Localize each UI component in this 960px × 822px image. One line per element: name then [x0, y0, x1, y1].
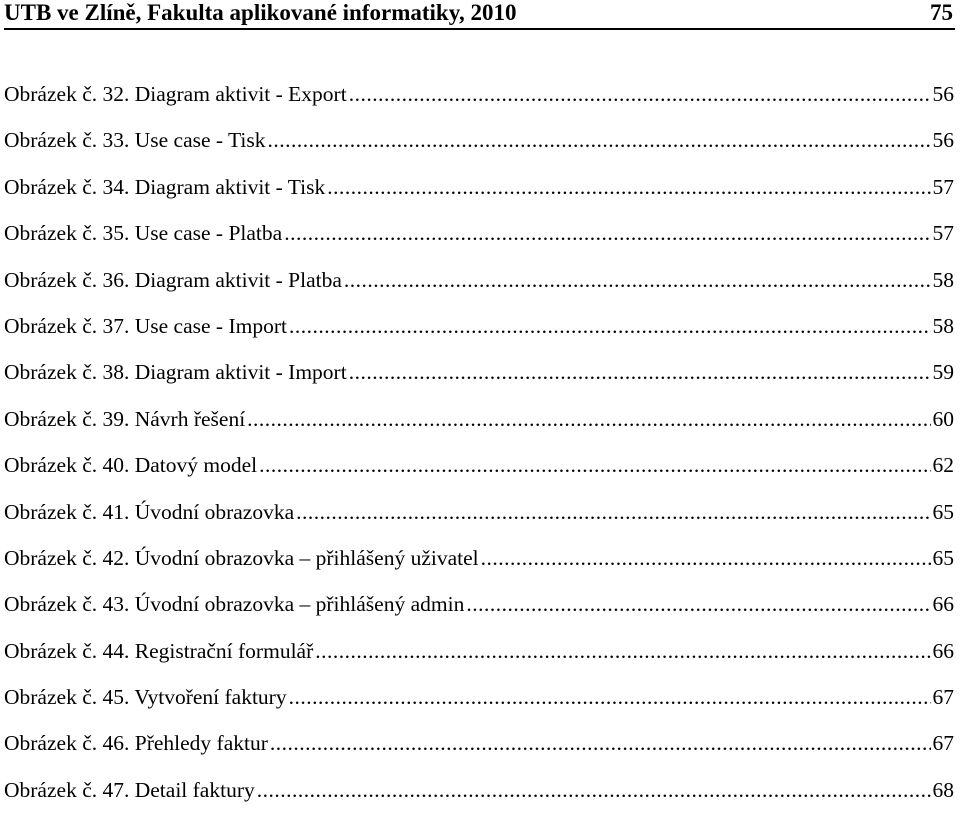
- figure-title: Obrázek č. 40. Datový model: [4, 453, 258, 478]
- figure-title: Obrázek č. 36. Diagram aktivit - Platba: [4, 267, 342, 292]
- figure-title: Obrázek č. 46. Přehledy faktur: [4, 731, 268, 756]
- figure-entry[interactable]: [4, 683, 954, 729]
- figure-entry[interactable]: [4, 451, 954, 497]
- figure-title: Obrázek č. 38. Diagram aktivit - Import: [4, 360, 347, 385]
- figure-page-number: 56: [932, 128, 954, 153]
- dot-leader: [296, 498, 930, 526]
- figure-entry[interactable]: [4, 80, 954, 126]
- figure-page-number: 56: [932, 82, 954, 106]
- figure-entry[interactable]: [4, 266, 954, 312]
- header-page-number: 75: [930, 0, 953, 25]
- dot-leader: [349, 80, 931, 108]
- dot-leader: [268, 126, 931, 154]
- figure-page-number: 57: [932, 174, 954, 199]
- figure-entry[interactable]: [4, 173, 954, 219]
- figure-title: Obrázek č. 37. Use case - Import: [4, 313, 287, 338]
- figure-entry[interactable]: [4, 590, 954, 636]
- list-of-figures: [4, 80, 954, 822]
- figure-page-number: 57: [932, 221, 954, 246]
- figure-title: Obrázek č. 42. Úvodní obrazovka – přihlášený uživatel: [4, 545, 479, 570]
- dot-leader: [284, 219, 930, 247]
- figure-title: Obrázek č. 47. Detail faktury: [4, 777, 255, 802]
- figure-entry[interactable]: [4, 729, 954, 775]
- figure-entry[interactable]: [4, 637, 954, 683]
- dot-leader: [466, 590, 930, 618]
- figure-title: Obrázek č. 32. Diagram aktivit - Export: [4, 82, 347, 106]
- figure-title: Obrázek č. 33. Use case - Tisk: [4, 128, 266, 153]
- figure-title: Obrázek č. 34. Diagram aktivit - Tisk: [4, 174, 326, 199]
- figure-title: Obrázek č. 35. Use case - Platba: [4, 221, 283, 246]
- figure-entry[interactable]: [4, 126, 954, 172]
- figure-entry[interactable]: [4, 498, 954, 544]
- figure-entry[interactable]: [4, 219, 954, 265]
- dot-leader: [349, 358, 931, 386]
- figure-entry[interactable]: [4, 358, 954, 404]
- figure-page-number: 59: [932, 360, 954, 385]
- figure-title: Obrázek č. 44. Registrační formulář: [4, 638, 314, 663]
- figure-page-number: 58: [932, 267, 954, 292]
- figure-entry[interactable]: [4, 776, 954, 822]
- figure-title: Obrázek č. 41. Úvodní obrazovka: [4, 499, 295, 524]
- figure-title: Obrázek č. 45. Vytvoření faktury: [4, 685, 287, 710]
- dot-leader: [344, 266, 931, 294]
- dot-leader: [327, 173, 930, 201]
- dot-leader: [257, 776, 931, 804]
- dot-leader: [247, 405, 930, 433]
- figure-entry[interactable]: [4, 312, 954, 358]
- figure-page-number: 66: [932, 638, 954, 663]
- figure-title: Obrázek č. 39. Návrh řešení: [4, 406, 246, 431]
- figure-entry[interactable]: [4, 405, 954, 451]
- figure-page-number: 67: [932, 685, 954, 710]
- dot-leader: [259, 451, 930, 479]
- figure-page-number: 65: [932, 545, 954, 570]
- figure-page-number: 60: [932, 406, 954, 431]
- dot-leader: [315, 637, 930, 665]
- figure-title: Obrázek č. 43. Úvodní obrazovka – přihlášený admin: [4, 592, 465, 617]
- page-header: [4, 0, 955, 30]
- header-title: UTB ve Zlíně, Fakulta aplikované informatiky, 2010: [4, 0, 517, 25]
- dot-leader: [270, 729, 931, 757]
- figure-page-number: 62: [932, 453, 954, 478]
- figure-page-number: 67: [932, 731, 954, 756]
- figure-page-number: 58: [932, 313, 954, 338]
- dot-leader: [481, 544, 931, 572]
- dot-leader: [289, 312, 931, 340]
- figure-entry[interactable]: [4, 544, 954, 590]
- figure-page-number: 66: [932, 592, 954, 617]
- figure-page-number: 65: [932, 499, 954, 524]
- dot-leader: [289, 683, 931, 711]
- figure-page-number: 68: [932, 777, 954, 802]
